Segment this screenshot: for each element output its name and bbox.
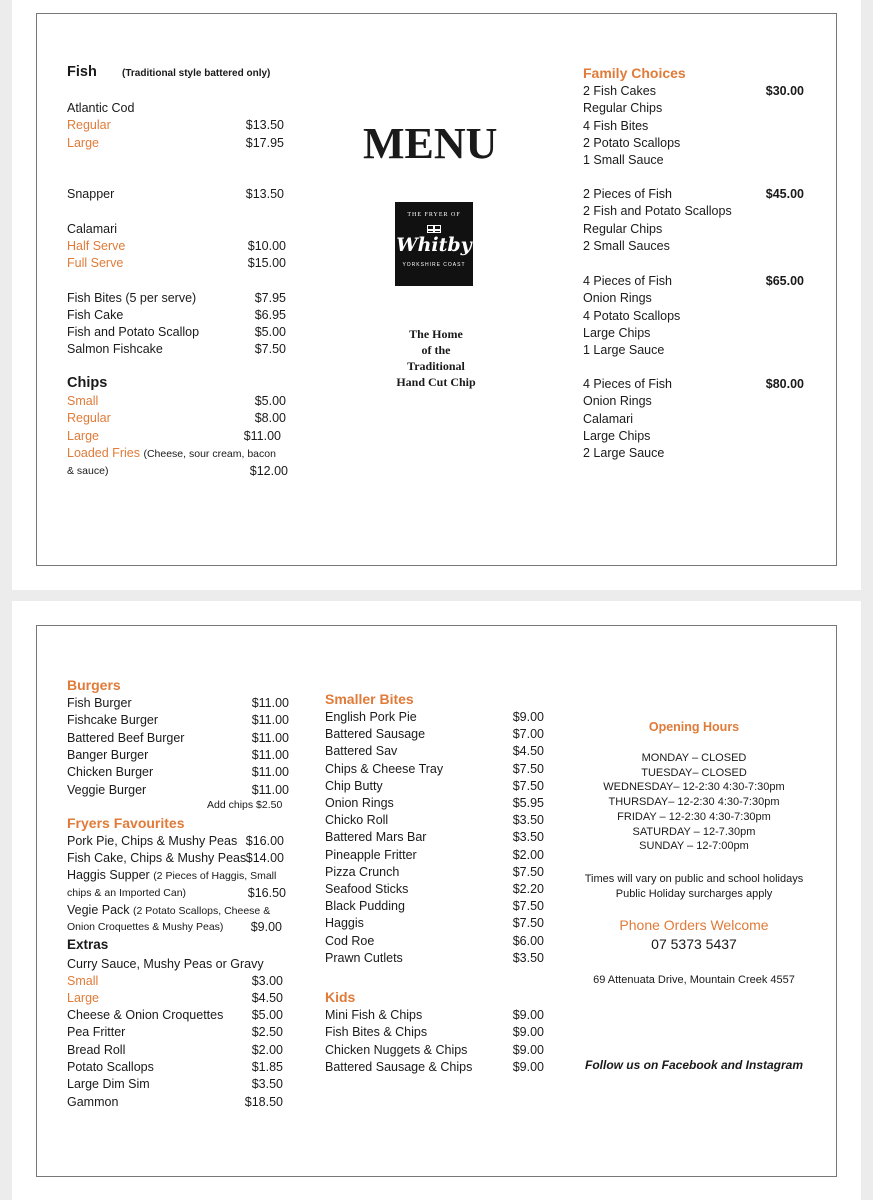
smaller-bites-item-price: $3.50 <box>512 950 544 965</box>
extras-heading: Extras <box>67 937 109 952</box>
calamari-full-price: $15.00 <box>247 256 286 270</box>
smaller-bites-item-label: Battered Mars Bar <box>325 830 427 845</box>
loaded-fries-label: Loaded Fries <box>67 446 140 460</box>
smaller-bites-item-price: $7.50 <box>512 778 544 793</box>
extras-item-label: Pea Fritter <box>67 1025 126 1040</box>
family-pack-item: 1 Small Sauce <box>583 153 664 168</box>
burger-item-label: Fishcake Burger <box>67 713 159 728</box>
fish-note: (Traditional style battered only) <box>122 68 271 79</box>
family-pack-item: 4 Pieces of Fish <box>583 377 672 391</box>
union-flag-icon <box>427 225 441 233</box>
hours-wednesday: WEDNESDAY– 12-2:30 4:30-7:30pm <box>603 781 785 794</box>
chips-small-label: Small <box>67 394 99 408</box>
family-pack-item: Onion Rings <box>583 291 652 306</box>
smaller-bites-item-label: Haggis <box>325 916 364 931</box>
smaller-bites-item-price: $7.50 <box>512 761 544 776</box>
burger-item-label: Veggie Burger <box>67 782 147 797</box>
smaller-bites-item-price: $3.50 <box>512 813 544 828</box>
extras-item-label: Bread Roll <box>67 1042 126 1057</box>
smaller-bites-item-price: $7.50 <box>512 899 544 914</box>
phone-heading: Phone Orders Welcome <box>619 917 769 933</box>
smaller-bites-item-price: $6.00 <box>512 933 544 948</box>
loaded-fries-note-1: (Cheese, sour cream, bacon <box>143 448 276 460</box>
family-heading: Family Choices <box>583 65 686 81</box>
calamari-full-label: Full Serve <box>67 256 124 270</box>
smaller-bites-item-price: $3.50 <box>512 830 544 845</box>
opening-hours <box>574 751 814 854</box>
logo-bottom-text: YORKSHIRE COAST <box>402 262 466 268</box>
fish-cake-price: $6.95 <box>254 308 286 322</box>
logo-top-text: THE FRYER OF <box>407 212 461 218</box>
fish-cake-label: Fish Cake <box>67 308 124 322</box>
family-pack-item: 2 Small Sauces <box>583 238 670 253</box>
burger-item-price: $11.00 <box>251 730 289 745</box>
family-pack-item: 2 Pieces of Fish <box>583 187 672 201</box>
kids-item-price: $9.00 <box>512 1025 544 1040</box>
cod-large-price: $17.95 <box>245 136 284 150</box>
fish-bites-label: Fish Bites (5 per serve) <box>67 291 197 305</box>
extras-item-label: Large Dim Sim <box>67 1077 150 1092</box>
snapper-label: Snapper <box>67 187 115 201</box>
hours-saturday: SATURDAY – 12-7.30pm <box>632 825 756 838</box>
fish-scallop-price: $5.00 <box>254 325 286 339</box>
smaller-bites-item-price: $2.00 <box>512 847 544 862</box>
whitby-logo <box>395 202 473 286</box>
fish-cake-combo-price: $14.00 <box>245 851 284 865</box>
tagline-line-1: The Home <box>409 327 463 341</box>
smaller-bites-item-label: Chip Butty <box>325 778 383 793</box>
vegie-pack-note-2: Onion Croquettes & Mushy Peas) <box>67 921 224 933</box>
smaller-bites-item-label: Pineapple Fritter <box>325 847 417 862</box>
burger-item-price: $11.00 <box>251 782 289 797</box>
hours-thursday: THURSDAY– 12-2:30 4:30-7:30pm <box>608 796 780 809</box>
fryers-heading: Fryers Favourites <box>67 815 185 831</box>
smaller-bites-item-label: Black Pudding <box>325 899 405 914</box>
chips-large-price: $11.00 <box>243 429 281 443</box>
kids-item-label: Battered Sausage & Chips <box>325 1059 473 1074</box>
address: 69 Attenuata Drive, Mountain Creek 4557 <box>593 974 795 986</box>
burger-item-price: $11.00 <box>251 747 289 762</box>
smaller-bites-item-label: Battered Sausage <box>325 727 426 742</box>
smaller-bites-item-label: Onion Rings <box>325 796 394 810</box>
salmon-price: $7.50 <box>254 342 286 356</box>
burger-item-label: Battered Beef Burger <box>67 730 185 745</box>
family-pack-item: 2 Large Sauce <box>583 446 665 461</box>
cod-regular-price: $13.50 <box>245 118 284 132</box>
vegie-pack <box>67 902 270 919</box>
burgers-heading: Burgers <box>67 677 121 693</box>
haggis-supper <box>67 867 276 884</box>
menu-title: MENU <box>363 119 498 168</box>
smaller-bites-item-label: Prawn Cutlets <box>325 950 403 965</box>
kids-item-price: $9.00 <box>512 1008 544 1022</box>
family-pack-item: 4 Potato Scallops <box>583 308 681 323</box>
burger-item-label: Banger Burger <box>67 747 149 762</box>
family-pack-item: Regular Chips <box>583 221 663 236</box>
kids-item-price: $9.00 <box>512 1042 544 1057</box>
family-pack-price: $80.00 <box>765 377 804 391</box>
haggis-supper-label: Haggis Supper <box>67 868 150 882</box>
burger-item-price: $11.00 <box>251 713 289 728</box>
hours-friday: FRIDAY – 12-2:30 4:30-7:30pm <box>617 810 771 823</box>
extras-item-price: $2.50 <box>251 1025 283 1040</box>
curry-label: Curry Sauce, Mushy Peas or Gravy <box>67 957 264 971</box>
fish-bites-price: $7.95 <box>254 291 286 305</box>
holiday-note-2: Public Holiday surcharges apply <box>615 887 773 900</box>
holiday-note-1: Times will vary on public and school holidays <box>584 873 804 885</box>
kids-heading: Kids <box>325 989 356 1005</box>
vegie-pack-note-1: (2 Potato Scallops, Cheese & <box>133 905 271 917</box>
haggis-supper-note-2: chips & an Imported Can) <box>67 887 187 899</box>
burger-item-label: Chicken Burger <box>67 765 154 780</box>
extras-large-price: $4.50 <box>251 991 283 1005</box>
calamari-half-label: Half Serve <box>67 239 126 253</box>
add-chips-note: Add chips $2.50 <box>207 799 283 811</box>
kids-item-label: Chicken Nuggets & Chips <box>325 1042 468 1057</box>
family-pack-item: Large Chips <box>583 428 651 443</box>
tagline-line-2: of the <box>421 343 451 357</box>
vegie-pack-label: Vegie Pack <box>67 903 130 917</box>
extras-item-label: Potato Scallops <box>67 1059 154 1074</box>
tagline-line-3: Traditional <box>407 359 465 373</box>
burger-item-price: $11.00 <box>251 696 289 710</box>
tagline-line-4: Hand Cut Chip <box>396 375 476 389</box>
chips-regular-price: $8.00 <box>254 411 286 425</box>
smaller-bites-item-price: $7.00 <box>512 727 544 742</box>
fish-cake-combo-label: Fish Cake, Chips & Mushy Peas <box>67 851 247 865</box>
smaller-bites-item-price: $4.50 <box>512 744 544 759</box>
smaller-bites-item-label: Seafood Sticks <box>325 882 409 896</box>
social-follow: Follow us on Facebook and Instagram <box>584 1058 804 1072</box>
salmon-label: Salmon Fishcake <box>67 342 163 356</box>
smaller-bites-item-label: Chips & Cheese Tray <box>325 761 444 776</box>
family-pack-item: 4 Fish Bites <box>583 118 649 133</box>
extras-item-price: $5.00 <box>251 1008 283 1022</box>
smaller-bites-item-price: $7.50 <box>512 916 544 931</box>
smaller-bites-item-label: Battered Sav <box>325 744 398 759</box>
smaller-bites-item-label: English Pork Pie <box>325 710 417 724</box>
extras-item-price: $1.85 <box>251 1059 283 1074</box>
family-pack-item: Onion Rings <box>583 394 652 409</box>
extras-item-label: Cheese & Onion Croquettes <box>67 1008 224 1022</box>
extras-small-label: Small <box>67 974 99 988</box>
family-pack-price: $30.00 <box>765 84 804 98</box>
chips-regular-label: Regular <box>67 411 111 425</box>
smaller-bites-item-price: $2.20 <box>512 882 544 896</box>
extras-item-price: $3.50 <box>251 1077 283 1092</box>
family-pack-item: 4 Pieces of Fish <box>583 274 672 288</box>
burger-item-label: Fish Burger <box>67 696 132 710</box>
family-pack-item: 2 Potato Scallops <box>583 135 681 150</box>
phone-number[interactable]: 07 5373 5437 <box>651 936 737 952</box>
extras-small-price: $3.00 <box>251 974 283 988</box>
family-pack-item: Large Chips <box>583 325 651 340</box>
smaller-bites-item-label: Chicko Roll <box>325 813 389 828</box>
family-pack-item: Regular Chips <box>583 101 663 116</box>
loaded-fries-price: $12.00 <box>249 464 288 478</box>
family-pack-price: $65.00 <box>765 274 804 288</box>
cod-regular-label: Regular <box>67 118 111 132</box>
hours-monday: MONDAY – CLOSED <box>641 752 747 764</box>
chips-small-price: $5.00 <box>254 394 286 408</box>
smaller-bites-heading: Smaller Bites <box>325 691 414 707</box>
hours-sunday: SUNDAY – 12-7:00pm <box>639 840 749 853</box>
pork-pie-label: Pork Pie, Chips & Mushy Peas <box>67 834 238 848</box>
kids-item-label: Mini Fish & Chips <box>325 1008 423 1022</box>
fish-scallop-label: Fish and Potato Scallop <box>67 325 200 339</box>
snapper-price: $13.50 <box>245 187 284 201</box>
calamari-half-price: $10.00 <box>247 239 286 253</box>
kids-item-label: Fish Bites & Chips <box>325 1025 428 1040</box>
smaller-bites-item-price: $5.95 <box>512 796 544 810</box>
hours-heading: Opening Hours <box>648 720 740 734</box>
extras-item-price: $18.50 <box>244 1094 283 1109</box>
calamari-label: Calamari <box>67 222 118 236</box>
chips-large-label: Large <box>67 429 99 443</box>
family-pack-item: 2 Fish Cakes <box>583 84 656 98</box>
family-pack-item: 2 Fish and Potato Scallops <box>583 204 732 219</box>
cod-large-label: Large <box>67 136 99 150</box>
smaller-bites-item-price: $7.50 <box>512 864 544 879</box>
smaller-bites-item-price: $9.00 <box>512 710 544 724</box>
fish-heading: Fish <box>67 64 97 80</box>
family-pack-item: Calamari <box>583 411 634 426</box>
tagline <box>376 326 496 390</box>
family-pack-price: $45.00 <box>765 187 804 201</box>
hours-tuesday: TUESDAY– CLOSED <box>641 766 747 779</box>
haggis-supper-price: $16.50 <box>247 886 286 900</box>
pork-pie-price: $16.00 <box>245 834 284 848</box>
haggis-supper-note-1: (2 Pieces of Haggis, Small <box>153 870 277 882</box>
burger-item-price: $11.00 <box>251 765 289 780</box>
holiday-notes <box>564 872 824 901</box>
smaller-bites-item-label: Cod Roe <box>325 933 375 948</box>
smaller-bites-item-label: Pizza Crunch <box>325 864 400 879</box>
kids-item-price: $9.00 <box>512 1059 544 1074</box>
chips-heading: Chips <box>67 375 108 391</box>
loaded-fries <box>67 445 276 462</box>
logo-name: Whitby <box>396 234 472 256</box>
cod-label: Atlantic Cod <box>67 101 135 115</box>
vegie-pack-price: $9.00 <box>250 920 282 934</box>
family-pack-item: 1 Large Sauce <box>583 343 665 358</box>
extras-large-label: Large <box>67 991 99 1005</box>
extras-item-label: Gammon <box>67 1094 119 1109</box>
extras-item-price: $2.00 <box>251 1042 283 1057</box>
loaded-fries-note-2: & sauce) <box>67 465 109 477</box>
